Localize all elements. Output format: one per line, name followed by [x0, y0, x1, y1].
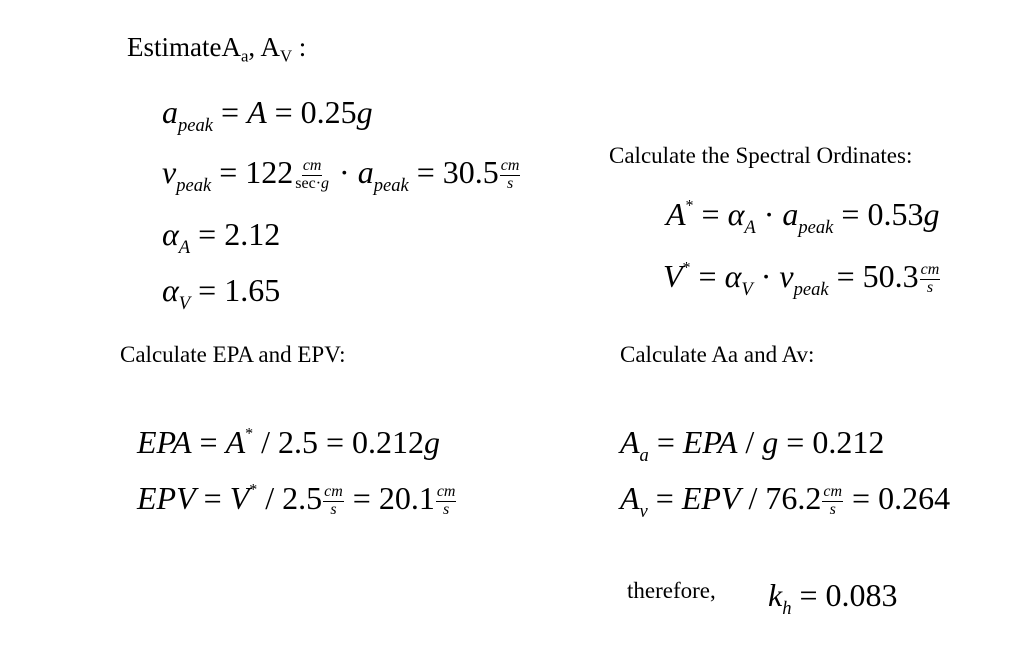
fraction-cm-per-sec-g: $\frac{cm}{\sec\cdot g}$ — [295, 157, 330, 193]
eq-epv: EPV = V* / 2.5 $\frac{cm}{s}$ = 20.1 $\frac{cm}{s}$ — [137, 480, 456, 519]
eq-av: $A_v$ = EPV / 76.2 $\frac{cm}{s}$ = 0.264 — [620, 480, 951, 522]
eq-aa: $A_a$ = EPA / g = 0.212 — [620, 424, 885, 466]
fraction-cm-per-s: $\frac{cm}{s}$ — [436, 483, 456, 519]
aa-av-heading: Calculate Aa and Av: — [620, 342, 815, 367]
spectral-heading: Calculate the Spectral Ordinates: — [609, 143, 913, 168]
eq-kh: $k_h = 0.083$ — [768, 577, 898, 619]
fraction-cm-per-s: $\frac{cm}{s}$ — [500, 157, 520, 193]
eq-alpha-v: $\alpha_V = 1.65$ — [162, 272, 281, 314]
eq-v-star: $V^* = \alpha_V \cdot v_{peak} = 50.3$ $\frac{cm}{s}$ — [663, 258, 940, 300]
fraction-cm-per-s: $\frac{cm}{s}$ — [324, 483, 343, 519]
eq-a-peak: $a_{peak} = A = 0.25g$ — [162, 94, 373, 136]
estimate-heading: EstimateAa, AV : — [127, 32, 307, 66]
eq-epa: EPA = A* / 2.5 = 0.212g — [137, 424, 441, 460]
eq-v-peak: $v_{peak} = 122$ $\frac{cm}{\sec\cdot g}$ · $a_{peak} = 30.5$ $\frac{cm}{s}$ — [162, 154, 520, 196]
eq-alpha-a: $\alpha_A = 2.12$ — [162, 216, 281, 258]
fraction-cm-per-s: $\frac{cm}{s}$ — [920, 261, 940, 297]
therefore-label: therefore, — [627, 578, 716, 603]
epa-epv-heading: Calculate EPA and EPV: — [120, 342, 346, 367]
eq-a-star: $A^* = \alpha_A \cdot a_{peak} = 0.53g$ — [666, 196, 940, 238]
fraction-cm-per-s: $\frac{cm}{s}$ — [823, 483, 843, 519]
